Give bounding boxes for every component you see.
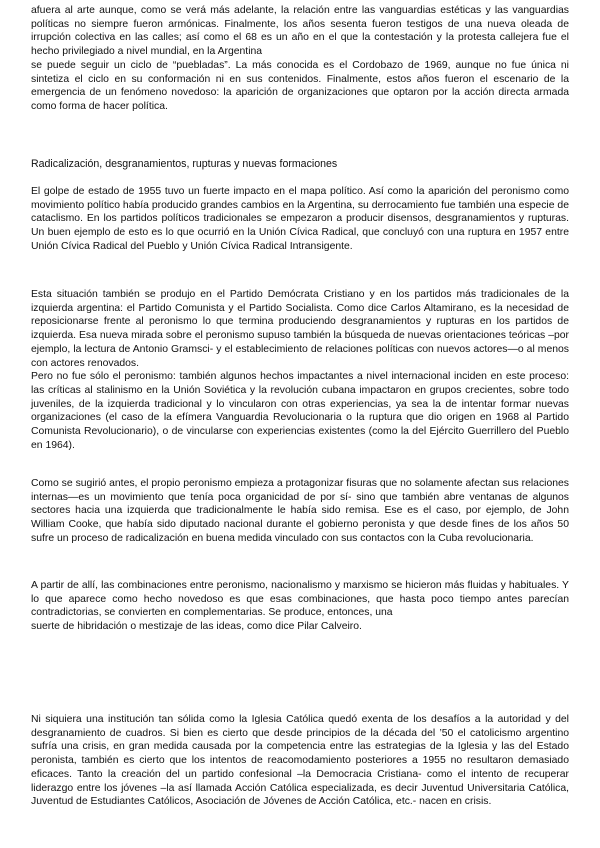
paragraph-combinaciones xyxy=(31,579,569,634)
paragraph-vanguardias-part1: afuera al arte aunque, como se verá más adelante, la relación entre las vanguardias estéticas y las vanguardias políticas no siempre fueron armónicas. Finalmente, los años sesenta fueron testigos de una nueva oleada de irrupción colectiva en las calles; así como el 68 es un año en el que la contestación y la protesta callejera fue el hecho privilegiado a nivel mundial, en la Argentina xyxy=(31,5,569,58)
paragraph-vanguardias-part2: se puede seguir un ciclo de “puebladas”. La más conocida es el Cordobazo de 1969, aunque no fue única ni sintetiza el ciclo en su conformación ni en sus contenidos. Finalmente, estos años fueron el escenario de la emergencia de un fenómeno novedoso: la aparición de organizaciones que optaron por la acción directa armada como forma de hacer política. xyxy=(31,59,569,112)
paragraph-partidos-izquierda-part2: Pero no fue sólo el peronismo: también algunos hechos impactantes a nivel internacional inciden en este proceso: las críticas al stalinismo en la Unión Soviética y la revolución cubana impactaron en grupos crecientes, sobre todo juveniles, de la izquierda tradicional y lo vincularon con otras experiencias, ya sea la de intentar formar nuevas organizaciones (el caso de la efímera Vanguardia Revolucionaria o la ruptura que dio origen en 1968 al Partido Comunista Revolucionario), o de vincularse con experiencias existentes (como la del Ejército Guerrillero del Pueblo en 1964). xyxy=(31,371,569,451)
paragraph-golpe-1955: El golpe de estado de 1955 tuvo un fuerte impacto en el mapa político. Así como la aparición del peronismo como movimiento político había producido grandes cambios en la Argentina, su derrocamiento fue también una especie de cataclismo. En los partidos políticos tradicionales se empezaron a producir disensos, desgranamientos y rupturas. Un buen ejemplo de esto es lo que ocurrió en la Unión Cívica Radical, que concluyó con una ruptura en 1957 entre Unión Cívica Radical del Pueblo y Unión Cívica Radical Intransigente. xyxy=(31,186,569,252)
section-heading: Radicalización, desgranamientos, rupturas y nuevas formaciones xyxy=(31,158,338,170)
paragraph-combinaciones-part1: A partir de allí, las combinaciones entre peronismo, nacionalismo y marxismo se hicieron más fluidas y habituales. Y lo que aparece como hecho novedoso es que esas combinaciones, que hasta poco tiempo antes parecían contradictorias, se convierten en complementarias. Se produce, entonces, una xyxy=(31,580,569,619)
paragraph-partidos-izquierda-part1: Esta situación también se produjo en el Partido Demócrata Cristiano y en los partidos más tradicionales de la izquierda argentina: el Partido Comunista y el Partido Socialista. Como dice Carlos Altamirano, es la necesidad de reposicionarse frente al peronismo lo que termina produciendo desgranamientos y rupturas en los partidos de izquierda. Esa nueva mirada sobre el peronismo supuso también la búsqueda de nuevas orientaciones teóricas –por ejemplo, la lectura de Antonio Gramsci- y el establecimiento de relaciones políticas con nuevos actores—o al menos con actores renovados. xyxy=(31,289,569,369)
paragraph-peronismo-fisuras: Como se sugirió antes, el propio peronismo empieza a protagonizar fisuras que no solamente afectan sus relaciones internas—es un movimiento que tenía poca organicidad de por sí- sino que también abre ventanas de algunos sectores hacia una izquierda que tradicionalmente le había sido remisa. Ese es el caso, por ejemplo, de John William Cooke, que había sido diputado nacional durante el gobierno peronista y que desde fines de los años 50 sufre un proceso de radicalización en buena medida vinculado con sus contactos con la Cuba revolucionaria. xyxy=(31,478,569,544)
paragraph-vanguardias xyxy=(31,4,569,114)
paragraph-iglesia-catolica: Ni siquiera una institución tan sólida como la Iglesia Católica quedó exenta de los desafíos a la autoridad y del desgranamiento de cuadros. Si bien es cierto que desde principios de la década del ’50 el catolicismo argentino sufría una crisis, en gran medida causada por la competencia entre las estrategias de la Iglesia y las del Estado peronista, también es cierto que los intentos de reacomodamiento posteriores a 1955 no resultaron demasiado eficaces. Tanto la creación del un partido confesional –la Democracia Cristiana- como el intento de recuperar liderazgo entre los jóvenes –la así llamada Acción Católica especializada, es decir Juventud Universitaria Católica, Juventud de Estudiantes Católicos, Asociación de Jóvenes de Acción Católica, etc.- nacen en crisis. xyxy=(31,714,569,808)
paragraph-partidos-izquierda xyxy=(31,288,569,452)
paragraph-combinaciones-part2: suerte de hibridación o mestizaje de las ideas, como dice Pilar Calveiro. xyxy=(31,621,362,633)
